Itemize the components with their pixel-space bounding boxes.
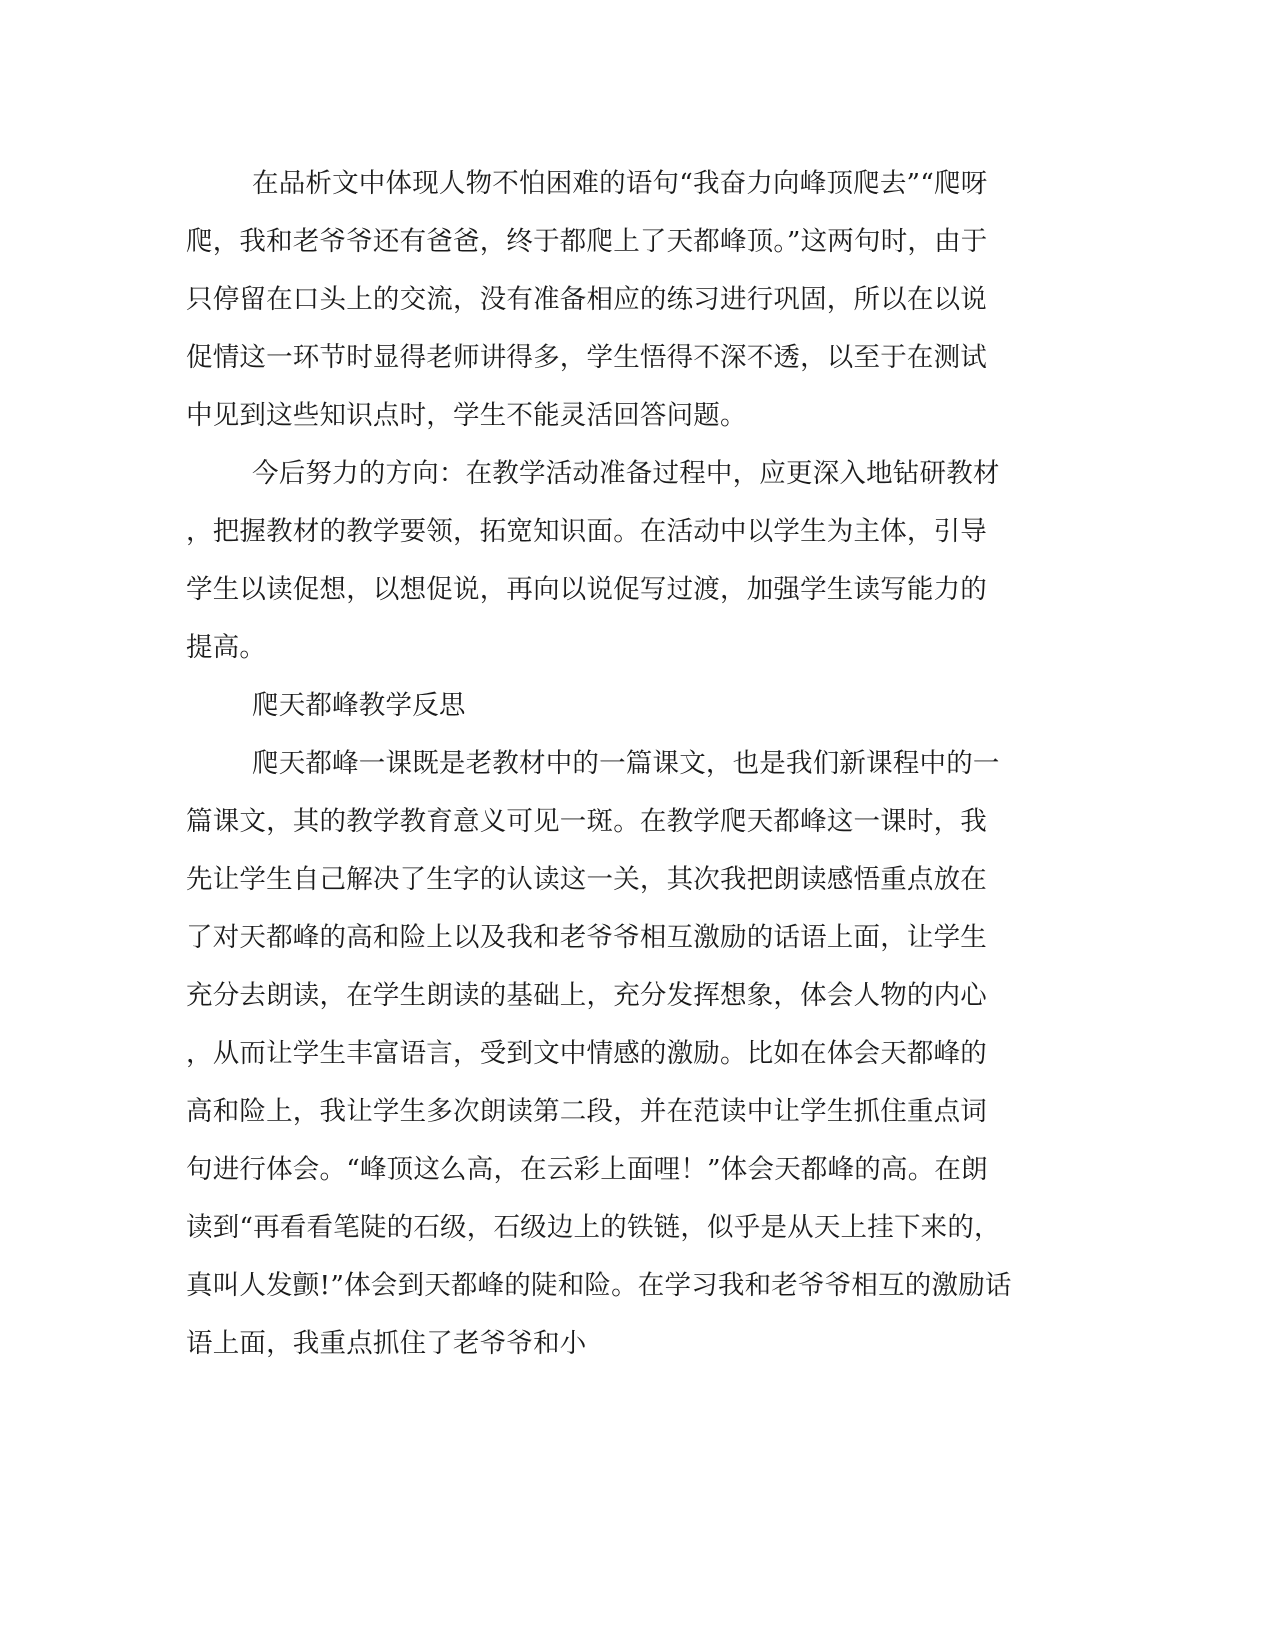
text-line: 今后努力的方向：在教学活动准备过程中，应更深入地钻研教材 (252, 458, 1000, 489)
text-line: 了对天都峰的高和险上以及我和老爷爷相互激励的话语上面，让学生 (186, 922, 987, 953)
text-line: 只停留在口头上的交流，没有准备相应的练习进行巩固，所以在以说 (186, 284, 987, 315)
text-line: ，从而让学生丰富语言，受到文中情感的激励。比如在体会天都峰的 (186, 1038, 987, 1069)
text-line: 中见到这些知识点时，学生不能灵活回答问题。 (186, 400, 747, 431)
text-line: 读到“再看看笔陡的石级，石级边上的铁链，似乎是从天上挂下来的， (186, 1212, 1001, 1243)
section-heading: 爬天都峰教学反思 (252, 690, 466, 721)
text-line: 促情这一环节时显得老师讲得多，学生悟得不深不透，以至于在测试 (186, 342, 987, 373)
text-line: 学生以读促想，以想促说，再向以说促写过渡，加强学生读写能力的 (186, 574, 987, 605)
text-line: 高和险上，我让学生多次朗读第二段，并在范读中让学生抓住重点词 (186, 1096, 987, 1127)
text-line: 句进行体会。“峰顶这么高，在云彩上面哩！”体会天都峰的高。在朗 (186, 1154, 988, 1185)
text-line: ，把握教材的教学要领，拓宽知识面。在活动中以学生为主体，引导 (186, 516, 987, 547)
text-line: 充分去朗读，在学生朗读的基础上，充分发挥想象，体会人物的内心 (186, 980, 987, 1011)
text-line: 爬天都峰一课既是老教材中的一篇课文，也是我们新课程中的一 (252, 748, 1000, 779)
text-line: 语上面，我重点抓住了老爷爷和小 (186, 1328, 587, 1359)
text-line: 真叫人发颤!”体会到天都峰的陡和险。在学习我和老爷爷相互的激励话 (186, 1270, 1012, 1301)
text-line: 篇课文，其的教学教育意义可见一斑。在教学爬天都峰这一课时，我 (186, 806, 987, 837)
text-line: 先让学生自己解决了生字的认读这一关，其次我把朗读感悟重点放在 (186, 864, 987, 895)
text-line: 在品析文中体现人物不怕困难的语句“我奋力向峰顶爬去”“爬呀 (252, 168, 988, 199)
text-line: 爬，我和老爷爷还有爸爸，终于都爬上了天都峰顶。”这两句时，由于 (186, 226, 988, 257)
text-line: 提高。 (186, 632, 267, 663)
